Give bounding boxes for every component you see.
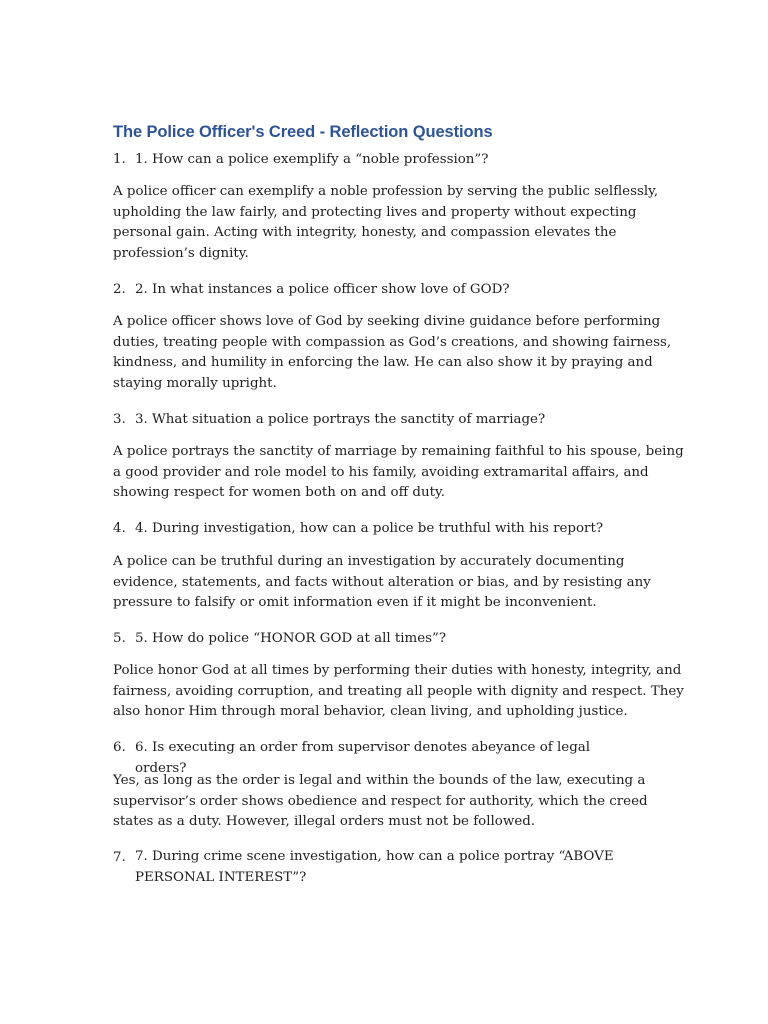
answer-5	[113, 661, 684, 723]
answer-line: A police officer shows love of God by seeking divine guidance before performing	[113, 314, 661, 329]
answer-line: supervisor’s order shows obedience and respect for authority, which the creed	[113, 793, 648, 809]
answer-line: upholding the law fairly, and protecting lives and property without expecting	[113, 204, 637, 220]
answer-line: A police officer can exemplify a noble profession by serving the public selflessly,	[113, 184, 659, 199]
answer-line: pressure to falsify or omit information even if it might be inconvenient.	[113, 595, 597, 611]
question-text: 6. Is executing an order from supervisor denotes abeyance of legal orders?	[135, 740, 591, 776]
answer-line: personal gain. Acting with integrity, honesty, and compassion elevates the	[113, 225, 617, 241]
question-number: 7.	[113, 850, 126, 865]
question-line: 7. During crime scene investigation, how can a police portray “ABOVE	[135, 849, 614, 864]
answer-line: profession’s dignity.	[113, 246, 249, 262]
answer-line: showing respect for women both on and off duty.	[113, 485, 446, 501]
question-number: 4.	[113, 521, 126, 536]
question-text: 3. What situation a police portrays the sanctity of marriage?	[135, 412, 546, 427]
answer-3	[113, 442, 684, 504]
question-number: 2.	[113, 282, 126, 297]
question-number: 6.	[113, 740, 126, 755]
question-number: 1.	[113, 152, 126, 167]
answer-line: kindness, and humility in enforcing the law. He can also show it by praying and	[113, 355, 653, 371]
answer-1	[113, 182, 658, 265]
answer-line: also honor Him through moral behavior, clean living, and upholding justice.	[113, 704, 628, 720]
answer-line: a good provider and role model to his family, avoiding extramarital affairs, and	[113, 464, 649, 480]
document-title: The Police Officer's Creed - Reflection Questions	[113, 123, 493, 141]
question-line: PERSONAL INTEREST”?	[135, 869, 307, 885]
answer-line: A police can be truthful during an investigation by accurately documenting	[113, 554, 625, 569]
answer-line: evidence, statements, and facts without alteration or bias, and by resisting any	[113, 574, 651, 590]
answer-line: staying morally upright.	[113, 376, 277, 392]
answer-line: duties, treating people with compassion as God’s creations, and showing fairness,	[113, 334, 672, 350]
question-text: 4. During investigation, how can a police be truthful with his report?	[135, 521, 604, 536]
answer-4	[113, 552, 658, 614]
answer-line: A police portrays the sanctity of marriage by remaining faithful to his spouse, being	[113, 444, 684, 459]
question-number: 3.	[113, 412, 126, 427]
answer-6	[113, 771, 658, 833]
question-text: 1. How can a police exemplify a “noble profession”?	[135, 152, 489, 167]
answer-line: states as a duty. However, illegal orders must not be followed.	[113, 814, 536, 830]
question-text	[135, 847, 635, 888]
question-text: 2. In what instances a police officer show love of GOD?	[135, 282, 510, 297]
question-number: 5.	[113, 631, 126, 646]
answer-line: fairness, avoiding corruption, and treating all people with dignity and respect. They	[113, 683, 684, 699]
question-text: 5. How do police “HONOR GOD at all times”?	[135, 631, 447, 646]
answer-line: Yes, as long as the order is legal and within the bounds of the law, executing a	[113, 773, 646, 788]
answer-2	[113, 312, 672, 395]
answer-line: Police honor God at all times by performing their duties with honesty, integrity, and	[113, 663, 682, 678]
